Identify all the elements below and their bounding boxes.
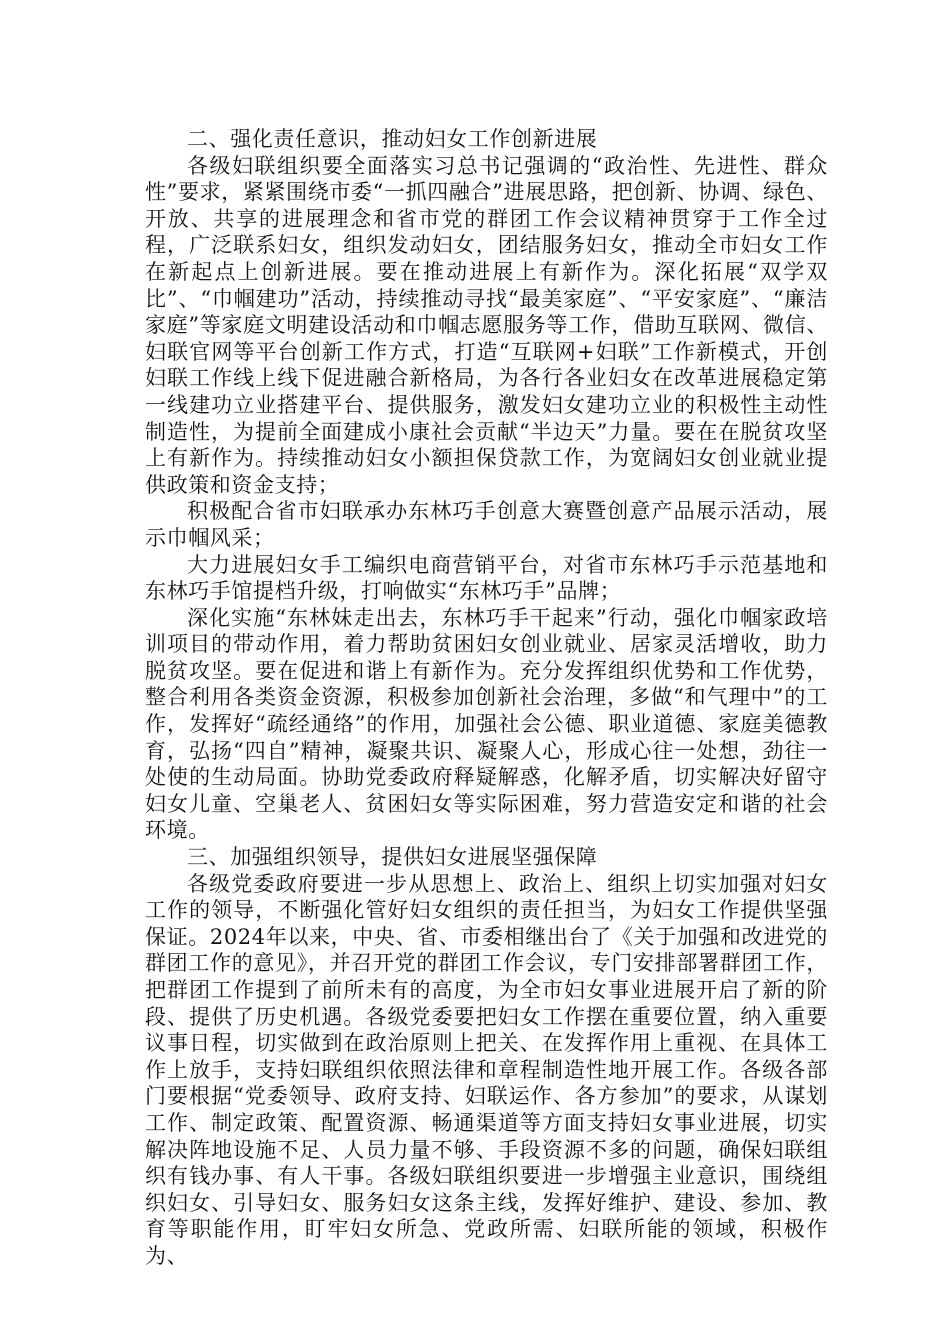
body-paragraph: 各级妇联组织要全面落实习总书记强调的“政治性、先进性、群众性”要求，紧紧围绕市委“一抓四融合”进展思路，把创新、协调、绿色、开放、共享的进展理念和省市党的群团工作会议精神贯穿于工作全过程，广泛联系妇女，组织发动妇女，团结服务妇女，推动全市妇女工作在新起点上创新进展。要在推动进展上有新作为。深化拓展“双学双比”、“巾帼建功”活动，持续推动寻找“最美家庭”、“平安家庭”、“廉洁家庭”等家庭文明建设活动和巾帼志愿服务等工作，借助互联网、微信、妇联官网等平台创新工作方式，打造“互联网+妇联”工作新模式，开创妇联工作线上线下促进融合新格局，为各行各业妇女在改革进展稳定第一线建功立业搭建平台、提供服务，激发妇女建功立业的积极性主动性制造性，为提前全面建成小康社会贡献“半边天”力量。要在在脱贫攻坚上有新作为。持续推动妇女小额担保贷款工作，为宽阔妇女创业就业提供政策和资金支持； [145,153,828,497]
body-paragraph: 积极配合省市妇联承办东林巧手创意大赛暨创意产品展示活动，展示巾帼风采； [145,499,828,550]
section-heading-3: 三、加强组织领导，提供妇女进展坚强保障 [187,845,598,870]
section-heading-2: 二、强化责任意识，推动妇女工作创新进展 [187,127,598,151]
body-paragraph: 大力进展妇女手工编织电商营销平台，对省市东林巧手示范基地和东林巧手馆提档升级，打响做实“东林巧手”品牌； [145,552,828,604]
body-paragraph: 各级党委政府要进一步从思想上、政治上、组织上切实加强对妇女工作的领导，不断强化管好妇女组织的责任担当，为妇女工作提供坚强保证。2024年以来，中央、省、市委相继出台了《关于加强和改进党的群团工作的意见》，并召开党的群团工作会议，专门安排部署群团工作，把群团工作提到了前所未有的高度，为全市妇女事业进展开启了新的阶段、提供了历史机遇。各级党委要把妇女工作摆在重要位置，纳入重要议事日程，切实做到在政治原则上把关、在发挥作用上重视、在具体工作上放手，支持妇联组织依照法律和章程制造性地开展工作。各级各部门要根据“党委领导、政府支持、妇联运作、各方参加”的要求，从谋划工作、制定政策、配置资源、畅通渠道等方面支持妇女事业进展，切实解决阵地设施不足、人员力量不够、手段资源不多的问题，确保妇联组织有钱办事、有人干事。各级妇联组织要进一步增强主业意识，围绕组织妇女、引导妇女、服务妇女这条主线，发挥好维护、建设、参加、教育等职能作用，盯牢妇女所急、党政所需、妇联所能的领域，积极作为、 [145,871,828,1268]
document-page [145,126,828,1270]
body-paragraph: 深化实施“东林妹走出去，东林巧手干起来”行动，强化巾帼家政培训项目的带动作用，着力帮助贫困妇女创业就业、居家灵活增收，助力脱贫攻坚。要在促进和谐上有新作为。充分发挥组织优势和工作优势，整合利用各类资金资源，积极参加创新社会治理，多做“和气理中”的工作，发挥好“疏经通络”的作用，加强社会公德、职业道德、家庭美德教育，弘扬“四自”精神，凝聚共识、凝聚人心，形成心往一处想，劲往一处使的生动局面。协助党委政府释疑解惑，化解矛盾，切实解决好留守妇女儿童、空巢老人、贫困妇女等实际困难，努力营造安定和谐的社会环境。 [145,605,828,843]
